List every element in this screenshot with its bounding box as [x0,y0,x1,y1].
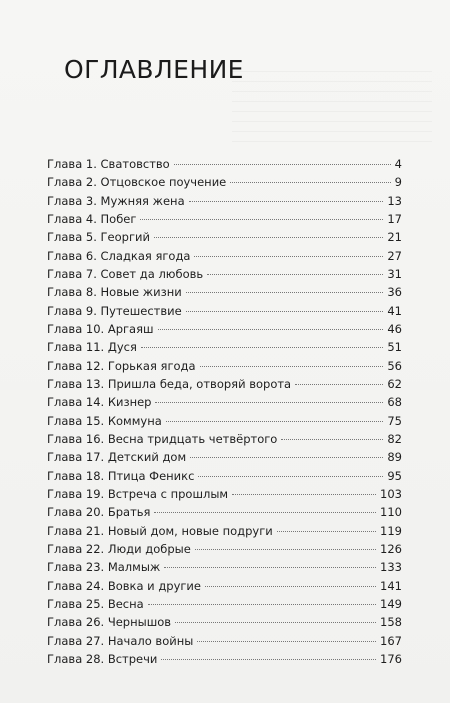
toc-entry-title: Глава 10. Аргаяш [47,321,154,336]
toc-entry-title: Глава 24. Вовка и другие [47,578,201,593]
toc-entry [47,485,402,503]
toc-entry-page-number: 95 [387,468,402,483]
toc-entry [47,448,402,466]
dot-leader [164,567,376,568]
dot-leader [189,201,384,202]
toc-entry [47,393,402,411]
dot-leader [207,274,383,275]
table-of-contents [47,155,402,668]
dot-leader [277,531,376,532]
toc-entry-title: Глава 15. Коммуна [47,413,162,428]
toc-entry-title: Глава 17. Детский дом [47,450,187,465]
toc-entry-title: Глава 4. Побег [47,211,137,226]
toc-entry-page-number: 21 [387,230,402,245]
toc-entry [47,577,402,595]
toc-entry [47,192,402,210]
dot-leader [155,402,383,403]
toc-entry-page-number: 89 [387,450,402,465]
toc-entry-page-number: 119 [380,523,402,538]
dot-leader [141,347,383,348]
toc-entry [47,522,402,540]
dot-leader [148,604,376,605]
toc-entry [47,302,402,320]
dot-leader [186,311,384,312]
toc-entry-title: Глава 12. Горькая ягода [47,358,196,373]
toc-entry [47,228,402,246]
dot-leader [154,237,383,238]
dot-leader [194,256,383,257]
toc-entry [47,430,402,448]
toc-entry-title: Глава 3. Мужняя жена [47,193,185,208]
toc-entry [47,375,402,393]
toc-entry [47,467,402,485]
show-through-text [232,62,432,142]
toc-entry-title: Глава 11. Дуся [47,340,137,355]
toc-entry-title: Глава 8. Новые жизни [47,285,182,300]
toc-entry-title: Глава 26. Чернышов [47,615,172,630]
toc-entry-title: Глава 1. Сватовство [47,157,170,171]
toc-entry-title: Глава 14. Кизнер [47,395,152,410]
dot-leader [200,366,384,367]
dot-leader [186,292,384,293]
toc-entry [47,320,402,338]
toc-entry [47,265,402,283]
toc-entry-page-number: 41 [387,303,402,318]
toc-entry-page-number: 13 [387,193,402,208]
toc-entry-title: Глава 23. Малмыж [47,560,161,575]
dot-leader [190,457,383,458]
toc-entry [47,613,402,631]
toc-entry-page-number: 158 [380,615,402,630]
toc-entry-title: Глава 19. Встреча с прошлым [47,486,229,501]
toc-entry [47,338,402,356]
toc-entry-page-number: 36 [387,285,402,300]
toc-entry [47,650,402,668]
toc-entry-page-number: 82 [387,431,402,446]
toc-entry-page-number: 9 [394,175,402,190]
toc-entry-title: Глава 21. Новый дом, новые подруги [47,523,273,538]
toc-entry [47,412,402,430]
dot-leader [154,512,376,513]
dot-leader [158,329,384,330]
page-title: ОГЛАВЛЕНИЕ [64,55,244,84]
dot-leader [198,476,383,477]
toc-entry-title: Глава 2. Отцовское поучение [47,175,227,190]
dot-leader [161,659,376,660]
dot-leader [205,586,376,587]
toc-entry [47,210,402,228]
toc-entry-page-number: 133 [380,560,402,575]
toc-entry-page-number: 68 [387,395,402,410]
toc-entry-title: Глава 27. Начало войны [47,633,194,648]
toc-entry [47,503,402,521]
toc-entry-title: Глава 7. Совет да любовь [47,266,204,281]
toc-entry-title: Глава 5. Георгий [47,230,150,245]
toc-entry [47,173,402,191]
dot-leader [140,219,383,220]
toc-entry [47,632,402,650]
dot-leader [174,164,391,165]
toc-entry [47,247,402,265]
toc-entry-page-number: 126 [380,541,402,556]
toc-entry-page-number: 103 [380,486,402,501]
toc-entry-page-number: 4 [394,157,402,171]
dot-leader [195,549,376,550]
toc-entry [47,540,402,558]
toc-entry-title: Глава 16. Весна тридцать четвёртого [47,431,278,446]
toc-entry-page-number: 141 [380,578,402,593]
dot-leader [295,384,383,385]
toc-entry [47,155,402,173]
toc-entry-page-number: 75 [387,413,402,428]
toc-entry-title: Глава 25. Весна [47,596,144,611]
dot-leader [230,182,390,183]
toc-entry-title: Глава 18. Птица Феникс [47,468,195,483]
toc-entry-page-number: 110 [380,505,402,520]
toc-entry-page-number: 62 [387,376,402,391]
toc-entry-title: Глава 13. Пришла беда, отворяй ворота [47,376,292,391]
toc-entry-page-number: 167 [380,633,402,648]
toc-entry-title: Глава 9. Путешествие [47,303,182,318]
dot-leader [232,494,376,495]
dot-leader [166,421,384,422]
toc-entry [47,357,402,375]
toc-entry-page-number: 149 [380,596,402,611]
dot-leader [281,439,383,440]
toc-entry [47,595,402,613]
toc-entry-page-number: 56 [387,358,402,373]
toc-entry-title: Глава 6. Сладкая ягода [47,248,191,263]
toc-entry-page-number: 46 [387,321,402,336]
toc-entry-title: Глава 22. Люди добрые [47,541,191,556]
toc-entry [47,283,402,301]
toc-entry-page-number: 27 [387,248,402,263]
toc-entry-page-number: 17 [387,211,402,226]
toc-entry-page-number: 31 [387,266,402,281]
dot-leader [197,641,376,642]
toc-entry [47,558,402,576]
dot-leader [175,622,376,623]
toc-entry-page-number: 51 [387,340,402,355]
toc-entry-title: Глава 28. Встречи [47,651,158,666]
toc-entry-title: Глава 20. Братья [47,505,151,520]
toc-entry-page-number: 176 [380,651,402,666]
